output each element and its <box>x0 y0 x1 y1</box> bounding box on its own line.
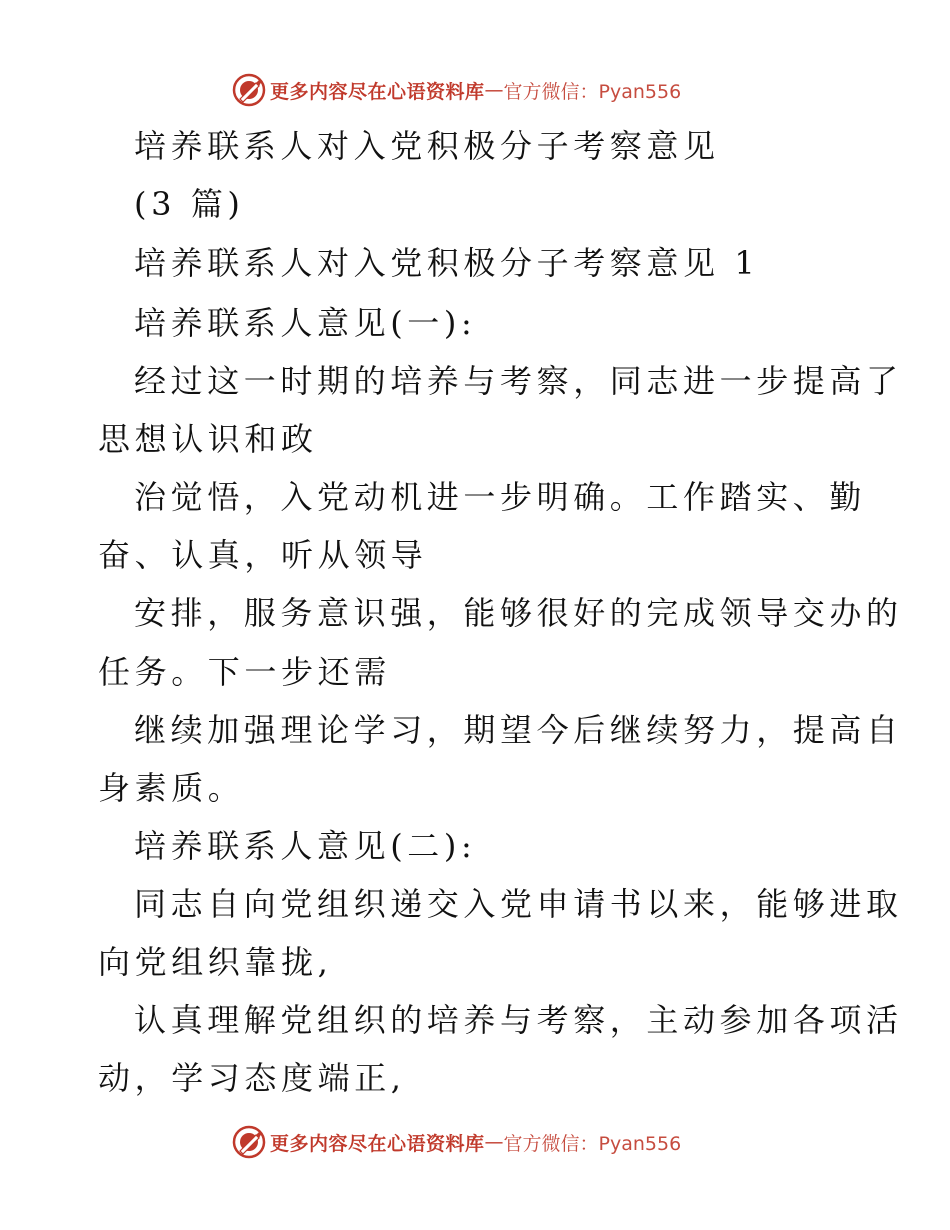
footer-watermark <box>232 1124 681 1160</box>
paragraph-line: 任务。下一步还需 <box>98 653 391 691</box>
watermark-main-text: 更多内容尽在心语资料库 <box>270 80 485 103</box>
header-watermark <box>232 72 681 108</box>
paragraph-line: 同志自向党组织递交入党申请书以来，能够进取 <box>134 885 903 923</box>
paragraph-line: 思想认识和政 <box>98 420 318 458</box>
paragraph-line: 向党组织靠拢, <box>98 943 333 981</box>
pen-logo-icon <box>232 1125 266 1159</box>
paragraph-line: 治觉悟，入党动机进一步明确。工作踏实、勤 <box>134 478 867 516</box>
section-title: 培养联系人对入党积极分子考察意见 1 <box>134 244 760 282</box>
pen-logo-icon <box>232 73 266 107</box>
watermark-dash: — <box>484 1131 504 1153</box>
opinion2-heading: 培养联系人意见(二): <box>134 827 477 865</box>
paragraph-line: 经过这一时期的培养与考察，同志进一步提高了 <box>134 362 903 400</box>
watermark-dash: — <box>484 79 504 101</box>
watermark-main-text: 更多内容尽在心语资料库 <box>270 1132 485 1155</box>
watermark-sub-text: 官方微信：Pyan556 <box>503 1132 682 1155</box>
paragraph-line: 认真理解党组织的培养与考察，主动参加各项活 <box>134 1001 903 1039</box>
document-title: 培养联系人对入党积极分子考察意见 <box>134 127 720 165</box>
opinion1-heading: 培养联系人意见(一): <box>134 304 477 342</box>
paragraph-line: 继续加强理论学习，期望今后继续努力，提高自 <box>134 711 903 749</box>
paragraph-line: 身素质。 <box>98 769 245 807</box>
paragraph-line: 动，学习态度端正, <box>98 1059 406 1097</box>
paragraph-line: 奋、认真，听从领导 <box>98 536 428 574</box>
document-count: (3 篇) <box>134 185 245 223</box>
watermark-sub-text: 官方微信：Pyan556 <box>503 80 682 103</box>
paragraph-line: 安排，服务意识强，能够很好的完成领导交办的 <box>134 594 903 632</box>
